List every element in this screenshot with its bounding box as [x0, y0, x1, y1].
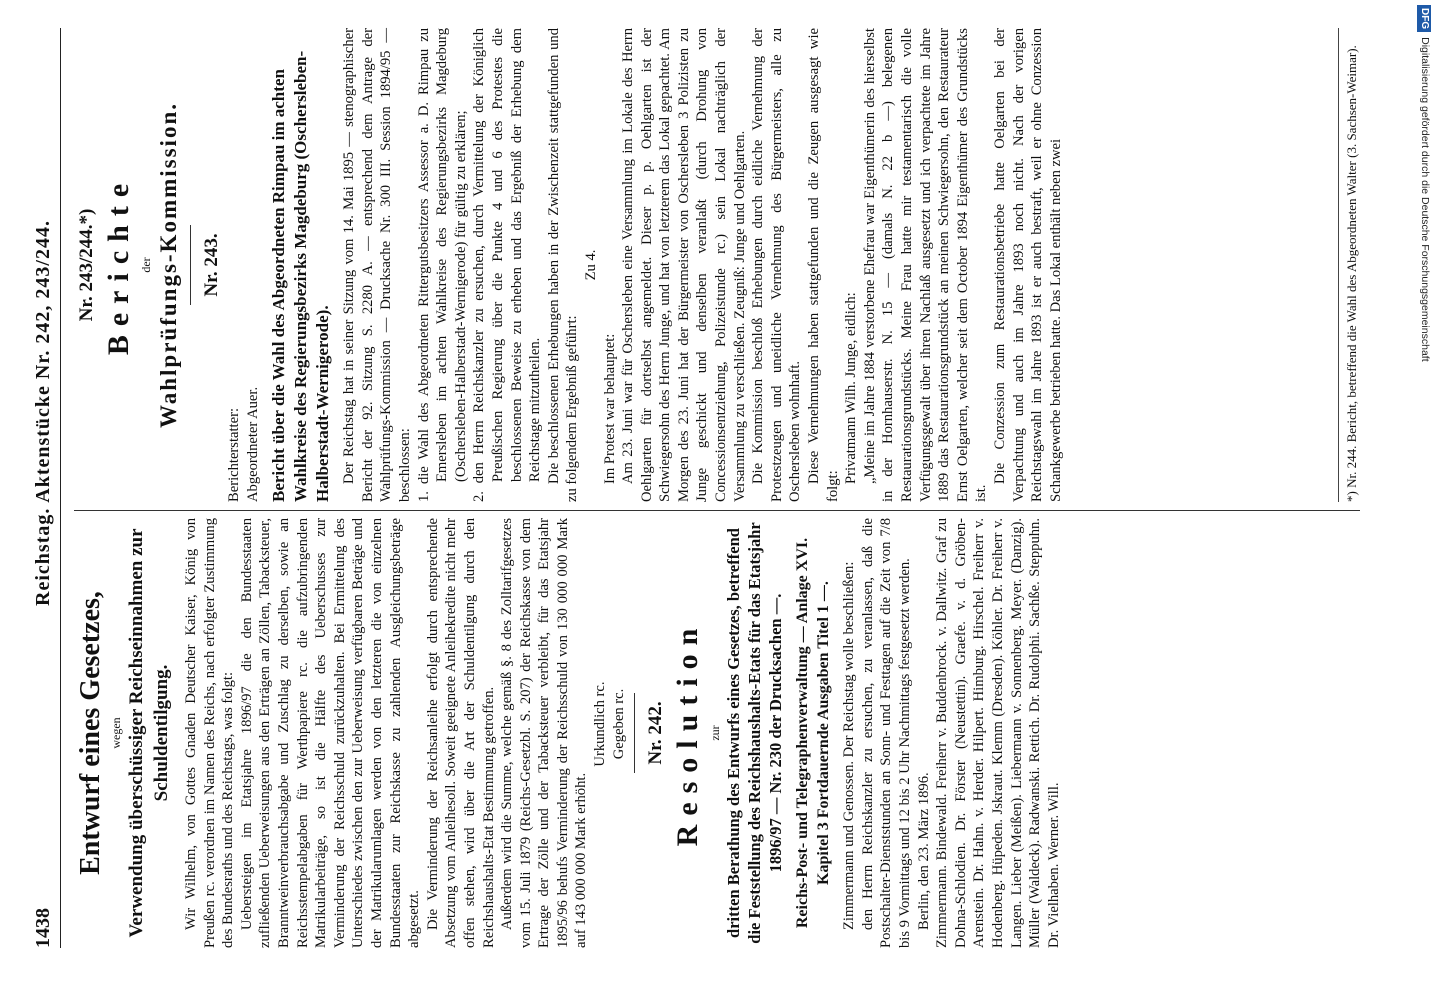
report-list-item: 1. die Wahl des Abgeordneten Rittergutsbesitzers Assessor a. D. Rimpau zu Emersleben im achten Wahlkreise des Regierungsbezirks Magdeburg (Oschersleben-Halberstadt-Wernigerode) für gültig zu erklären; — [415, 28, 469, 502]
section-divider — [190, 225, 191, 305]
law-wegen: wegen — [109, 717, 123, 749]
report-paragraph: Der Reichstag hat in seiner Sitzung vom 14. Mai 1895 — stenographischer Bericht der 92. Sitzung S. 2280 A. — entsprechend dem Antrage der Wahlprüfungs-Kommission — Drucksache Nr. 300 III. Session 1894/95 — beschlossen: — [341, 28, 413, 502]
report-paragraph: Die Kommission beschloß Erhebungen durch eidliche Vernehmung der Protestzeugen und uneidliche Vernehmung des Bürgermeisters, alle zu Oschersleben wohnhaft. — [750, 28, 804, 502]
resolution-title: dritten Berathung des Entwurfs eines Gesetzes, betreffend die Feststellung des Reichshaushalts-Etats für das Etatsjahr 1896/97 — Nr. 230 der Drucksachen —. — [724, 522, 786, 944]
report-paragraph: Im Protest war behauptet: — [601, 333, 618, 484]
resolution-paragraph: den Herrn Reichskanzler zu ersuchen, zu veranlassen, daß die Postschalter-Dienststunden an Sonn- und Festtagen auf die Zeit von 7/8 bis 9 Vormittags und 12 bis 2 Uhr Nachmittags festgesetzt werden. — [859, 518, 914, 948]
footnote: *) Nr. 244. Bericht, betreffend die Wahl des Abgeordneten Walter (3. Sachsen-Weimar). — [1338, 28, 1360, 502]
report-paragraph: Die Conzession zum Restaurationsbetriebe hatte Oelgarten bei der Verpachtung und auch im Jahre 1893 noch nicht. Nach der vorigen Reichstagswahl im Jahre 1893 ist er auch bestraft, weil er ohne Conzession Schankgewerbe betrieben hatte. Das Lokal enthält neben zwei — [991, 28, 1064, 502]
resolution-zur: zur — [708, 725, 723, 741]
report-list-item: 2. den Herrn Reichskanzler zu ersuchen, durch Vermittelung der Königlich Preußischen Regierung über die Punkte 4 und 6 des Protestes die beschlossenen Beweise zu erheben und das Ergebniß der Erhebung dem Reichstage mitzutheilen. — [471, 28, 544, 502]
resolution-number: Nr. 242. — [645, 701, 667, 765]
place-date: Berlin, den 23. März 1896. — [915, 772, 932, 930]
report-paragraph: Die beschlossenen Erhebungen haben in der Zwischenzeit stattgefunden und zu folgendem Ergebniß geführt: — [545, 28, 581, 502]
rapporteur: Berichterstatter: Abgeordneter Auer. — [226, 386, 261, 502]
law-paragraph: Außerdem wird die Summe, welche gemäß §. 8 des Zolltarifgesetzes vom 15. Juli 1879 (Reichs-Gesetzbl. S. 207) der Reichskasse von dem Ertrage der Zölle und der Tabacksteuer verbleibt, für das Etatsjahr 1895/96 behufs Verminderung der Reichsschuld von 130 000 000 Mark auf 143 000 000 Mark erhöht. — [499, 518, 590, 948]
page-number: 1438 — [32, 908, 54, 948]
report-number: Nr. 243/244.*) — [76, 208, 97, 322]
report-paragraph: Diese Vernehmungen haben stattgefunden und die Zeugen ausgesagt wie folgt: — [806, 28, 841, 502]
left-column — [74, 518, 1370, 948]
law-paragraph: Uebersteigen im Etatsjahre 1896/97 die den Bundesstaaten zufließenden Ueberweisungen aus den Erträgen an Zöllen, Tabacksteuer, Branntweinverbrauchsabgabe und Zuschlag zu derselben, sowie an Reichsstempelabgaben für Werthpapiere rc. die aufzubringenden Matrikularbeiträge, so ist die Hälfte des Ueberschusses zur Verminderung der Reichsschuld zurückzuhalten. Bei Ermittelung des Unterschiedes zwischen den zur Ueberweisung verfügbaren Beträge und der Matrikularumlagen werden von den letzteren die von einzelnen Bundesstaaten zur Reichskasse zu zahlenden Ausgleichungsbeträge abgesetzt. — [238, 518, 423, 948]
page-header — [30, 28, 61, 948]
resolution-subtitle: Reichs-Post- und Telegraphenverwaltung — Anlage XVI. Kapitel 3 Fortdauernde Ausgaben Titel 1 —. — [794, 537, 833, 929]
dfg-logo: DFG — [1417, 5, 1431, 32]
column-divider — [74, 510, 1360, 511]
law-closing: Gegeben rc. — [610, 688, 627, 760]
report-heading: Berichte — [102, 174, 135, 356]
law-preamble: Wir Wilhelm, von Gottes Gnaden Deutscher Kaiser, König von Preußen rc. verordnen im Namen des Reichs, nach erfolgter Zustimmung des Bundesraths und des Reichstags, was folgt: — [183, 518, 237, 948]
report-subheading: Zu 4. — [582, 249, 599, 281]
law-closing: Urkundlich rc. — [592, 681, 609, 767]
commission-name: Wahlprüfungs-Kommission. — [156, 102, 181, 428]
report-der: der — [139, 257, 153, 273]
report-paragraph: Privatmann Wilh. Junge, eidlich: — [843, 292, 860, 484]
report-paragraph: „Meine im Jahre 1884 verstorbene Ehefrau war Eigenthümerin des hierselbst in der Hornhauserstr. N. 15 — (damals N. 22 b —) belegenen Restaurationsgrundstücks. Meine Frau hatte mir testamentarisch die volle Verfügungsgewalt über ihren Nachlaß ausgesetzt und ich verpachtete im Jahre 1889 das Restaurationsgrundstück an meinen Schwiegersohn, den Restaurateur Ernst Oelgarten, welcher seit dem October 1894 Eigenthümer des Grundstücks ist. — [861, 28, 990, 502]
section-divider — [634, 693, 635, 773]
dfg-funding-note — [1418, 5, 1432, 995]
resolution-paragraph: Zimmermann und Genossen. Der Reichstag wolle beschließen: — [841, 561, 858, 930]
dfg-funding-text: Digitalisierung gefördert durch die Deutsche Forschungsgemeinschaft — [1419, 37, 1431, 362]
right-column — [74, 28, 1370, 502]
law-title: Entwurf eines Gesetzes, — [75, 591, 106, 875]
report-243-number: Nr. 243. — [201, 233, 222, 297]
signatories: Zimmermann. Bindewald. Freiherr v. Buddenbrock. v. Dallwitz. Graf zu Dohna-Schlodien. Dr. Förster (Neustettin). Graefe. v. d. Gröben-Arenstein. Dr. Hahn. v. Herder. Hilpert. Himburg. Hirschel. Freiherr v. Hodenberg. Hüpeden. Jskraut. Klemm (Dresden). Köhler. Dr. Freiherr v. Langen. Lieber (Meißen). Liebermann v. Sonnenberg. Meyer. (Danzig). Müller (Waldeck). Radwanski. Rettich. Dr. Rudolphi. Sachße. Steppuhn. Dr. Vielhaben. Werner. Will. — [934, 518, 1062, 948]
report-title: Bericht über die Wahl des Abgeordneten Rimpau im achten Wahlkreise des Regierungsbezirks Magdeburg (Oschersleben-Halberstadt-Wernigerode). — [269, 50, 333, 502]
law-paragraph: Die Verminderung der Reichsanleihe erfolgt durch entsprechende Absetzung vom Anleihesoll. Soweit geeignete Anleihekredite nicht mehr offen stehen, wird über die Art der Schuldentilgung durch den Reichshaushalts-Etat Bestimmung getroffen. — [424, 518, 497, 948]
running-title: Reichstag. Aktenstücke Nr. 242, 243/244. — [32, 220, 54, 606]
report-paragraph: Am 23. Juni war für Oschersleben eine Versammlung im Lokale des Herrn Oehlgarten für dortselbst angemeldet. Dieser p. p. Oehlgarten ist der Schwiegersohn des Herrn Junge, und hat von letzterem das Lokal gepachtet. Am Morgen des 23. Juni hat der Bürgermeister von Oschersleben 3 Polizisten zu Junge geschickt und denselben veranlaßt (durch Drohung von Concessionsentziehung, Polizeistunde rc.) sein Lokal nachträglich der Versammlung zu verschließen. Zeugniß: Junge und Oehlgarten. — [620, 28, 748, 502]
resolution-heading: Resolution — [671, 619, 705, 847]
law-subtitle: Verwendung überschüssiger Reichseinnahmen zur Schuldentilgung. — [126, 528, 172, 938]
text-columns — [74, 28, 1370, 948]
